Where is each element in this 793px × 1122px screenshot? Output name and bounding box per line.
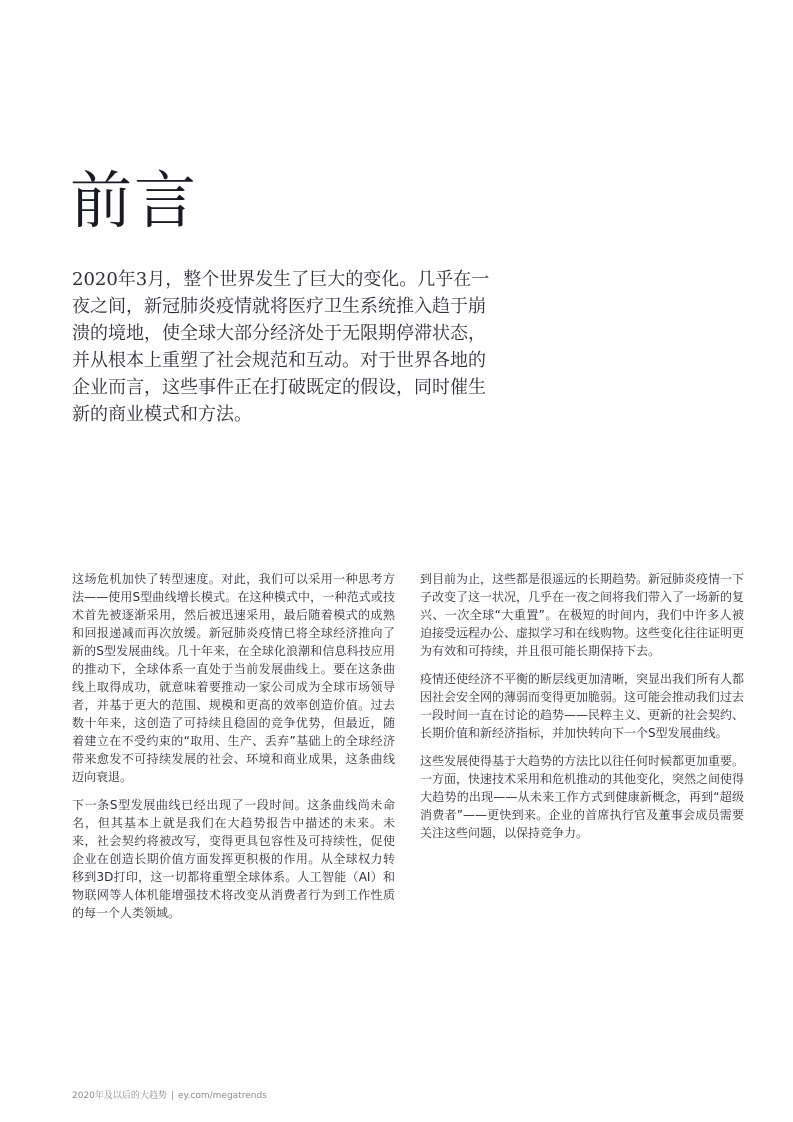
body-paragraph: 这些发展使得基于大趋势的方法比以往任何时候都更加重要。一方面，快速技术采用和危机推动的其他变化，突然之间使得大趋势的出现——从未来工作方式到健康新概念，再到“超级消费者”——更快到来。企业的首席执行官及董事会成员需要关注这些问题，以保持竞争力。	[420, 754, 745, 840]
body-paragraph: 下一条S型发展曲线已经出现了一段时间。这条曲线尚未命名，但其基本上就是我们在大趋势报告中描述的未来。未来，社会契约将被改写，变得更具包容性及可持续性，促使企业在创造长期价值方面发挥更积极的作用。从全球权力转移到3D打印，这一切都将重塑全球体系。人工智能（AI）和物联网等人体机能增强技术将改变从消费者行为到工作性质的每一个人类领域。	[72, 798, 395, 920]
page-footer	[72, 1088, 267, 1101]
right-column	[420, 570, 744, 852]
body-paragraph: 疫情还使经济不平衡的断层线更加清晰，突显出我们所有人都因社会安全网的薄弱而变得更加脆弱。这可能会推动我们过去一段时间一直在讨论的趋势——民粹主义、更新的社会契约、长期价值和新经济指标，并加快转向下一个S型发展曲线。	[420, 672, 745, 740]
left-column	[72, 570, 395, 932]
body-paragraph: 这场危机加快了转型速度。对此，我们可以采用一种思考方法——使用S型曲线增长模式。在这种模式中，一种范式或技术首先被逐渐采用，然后被迅速采用，最后随着模式的成熟和回报递减而再次放缓。新冠肺炎疫情已将全球经济推向了新的S型发展曲线。几十年来，在全球化浪潮和信息科技应用的推动下，全球体系一直处于当前发展曲线上。要在这条曲线上取得成功，就意味着要推动一家公司成为全球市场领导者，并基于更大的范围、规模和更高的效率创造价值。过去数十年来，这创造了可持续且稳固的竞争优势，但最近，随着建立在不受约束的“取用、生产、丢弃”基础上的全球经济带来愈发不可持续发展的社会、环境和商业成果，这条曲线迈向衰退。	[72, 572, 395, 784]
footer-label: 2020年及以后的大趋势	[72, 1091, 167, 1101]
footer-url-link[interactable]: ey.com/megatrends	[177, 1091, 267, 1101]
body-paragraph: 到目前为止，这些都是很遥远的长期趋势。新冠肺炎疫情一下子改变了这一状况，几乎在一夜之间将我们带入了一场新的复兴、一次全球“大重置”。在极短的时间内，我们中许多人被迫接受远程办公、虚拟学习和在线购物。这些变化往往证明更为有效和可持续，并且很可能长期保持下去。	[420, 572, 745, 658]
page-title: 前言	[70, 164, 199, 237]
intro-paragraph: 2020年3月，整个世界发生了巨大的变化。几乎在一夜之间，新冠肺炎疫情就将医疗卫生系统推入趋于崩溃的境地，使全球大部分经济处于无限期停滞状态，并从根本上重塑了社会规范和互动。对于世界各地的企业而言，这些事件正在打破既定的假设，同时催生新的商业模式和方法。	[72, 269, 490, 425]
footer-separator: |	[170, 1091, 174, 1101]
